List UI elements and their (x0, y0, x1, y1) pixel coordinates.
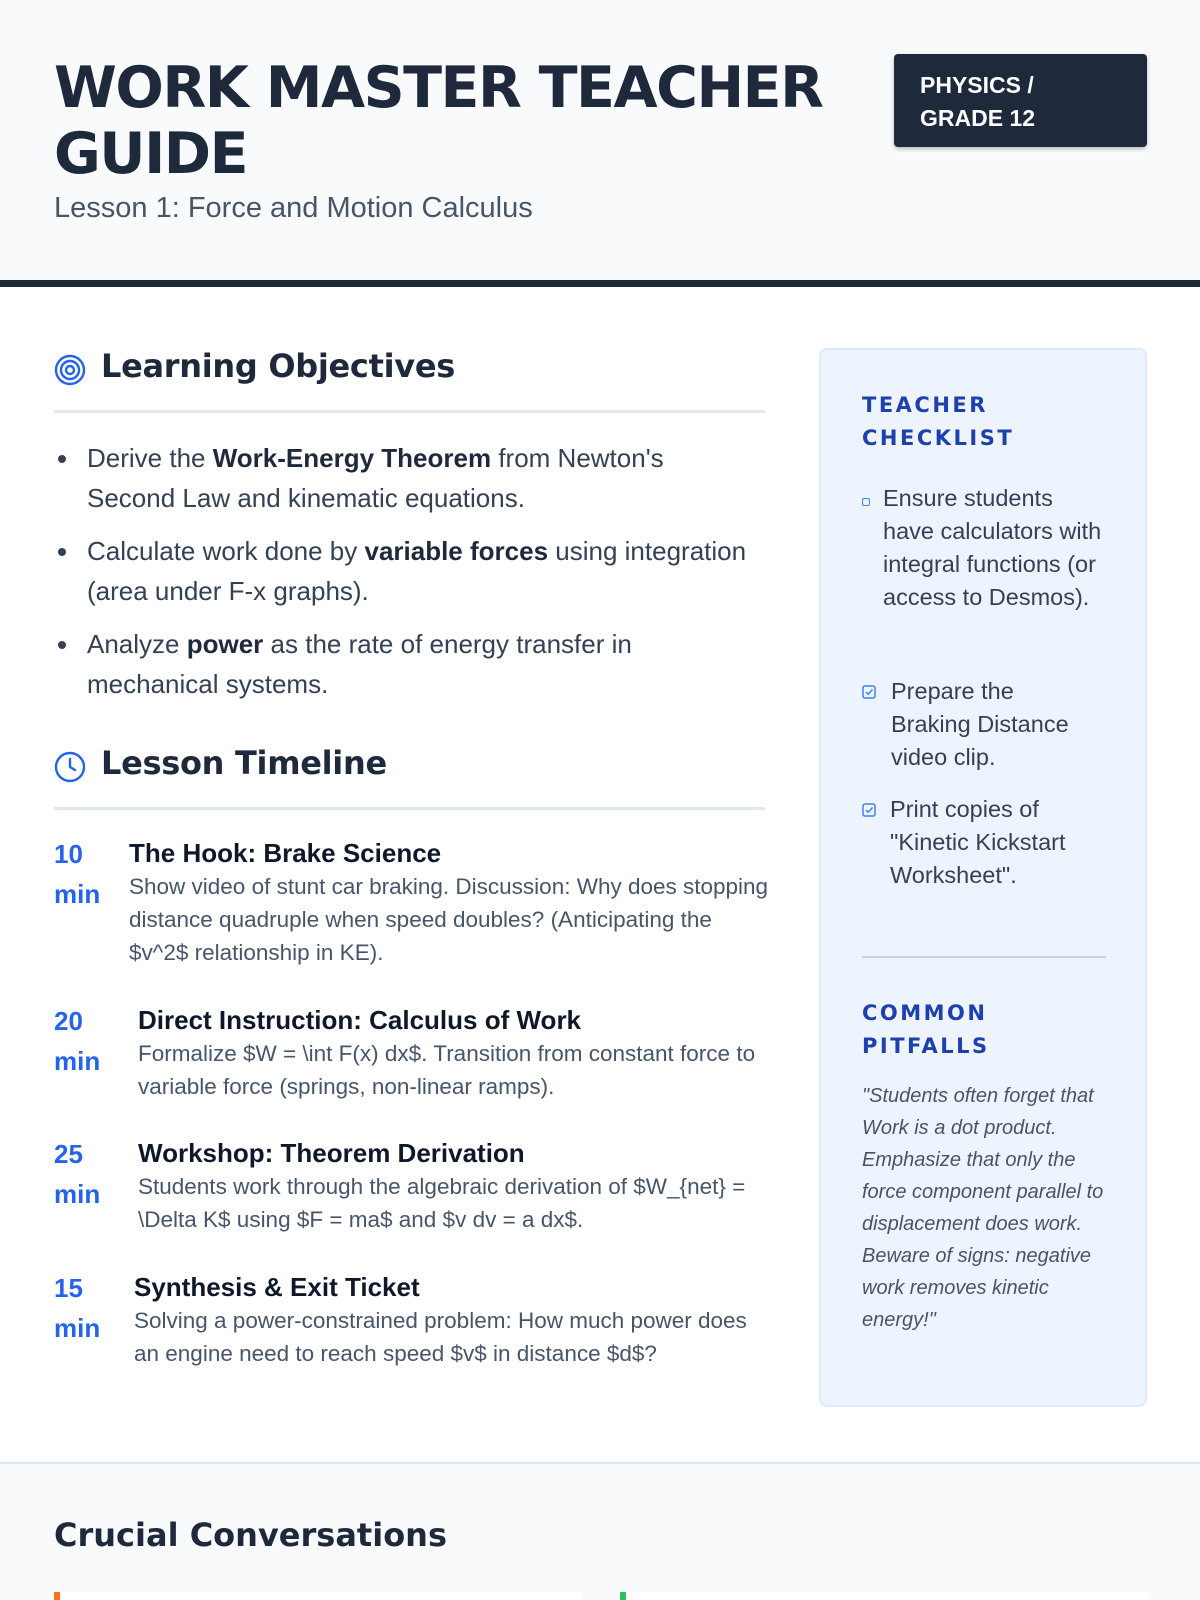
checklist-heading: TEACHER CHECKLIST (862, 393, 1015, 450)
checklist-item (862, 482, 1110, 614)
timeline-duration: 10 min (54, 839, 101, 909)
timeline-item-title: Synthesis & Exit Ticket (134, 1272, 420, 1302)
checkbox-icon[interactable] (862, 685, 876, 699)
conversations-section (0, 1462, 1200, 1600)
checkbox-icon[interactable] (862, 803, 876, 817)
timeline-item-title: Workshop: Theorem Derivation (138, 1138, 525, 1168)
timeline-item (134, 1270, 774, 1370)
page-subtitle: Lesson 1: Force and Motion Calculus (54, 192, 533, 224)
timeline-item-desc: Formalize $W = \int F(x) dx$. Transition from constant force to variable force (springs, non-linear ramps). (138, 1041, 756, 1099)
checkbox-icon[interactable] (862, 498, 870, 506)
objective-item: Calculate work done by variable forces using integration (area under F-x graphs). (87, 531, 757, 611)
timeline-header (54, 744, 765, 810)
checklist-item-text: Ensure students have calculators with integral functions (or access to Desmos). (883, 485, 1102, 610)
timeline-heading: Lesson Timeline (101, 744, 387, 782)
timeline-duration: 15 min (54, 1273, 101, 1343)
checklist-item-text: Prepare the Braking Distance video clip. (891, 678, 1069, 770)
timeline-item (138, 1136, 770, 1236)
sidebar-divider (862, 956, 1106, 958)
objectives-heading: Learning Objectives (101, 347, 455, 385)
timeline-duration: 20 min (54, 1006, 101, 1076)
timeline-item-desc: Solving a power-constrained problem: How much power does an engine need to reach speed $v$ in distance $d$? (134, 1308, 747, 1366)
clock-icon (54, 751, 86, 783)
timeline-item-title: The Hook: Brake Science (129, 838, 442, 868)
timeline-item-desc: Show video of stunt car braking. Discussion: Why does stopping distance quadruple when speed doubles? (Anticipating the $v^2$ relationship in KE). (129, 874, 769, 965)
target-icon (54, 354, 86, 386)
pitfalls-heading: COMMON PITFALLS (862, 1001, 990, 1058)
timeline-item (138, 1003, 778, 1103)
subject-badge: PHYSICS / GRADE 12 (894, 54, 1147, 147)
checklist-item-text: Print copies of "Kinetic Kickstart Worksheet". (890, 796, 1066, 888)
objectives-header (54, 347, 765, 413)
conversation-card (620, 1592, 1148, 1600)
page-title: WORK MASTER TEACHER GUIDE (54, 55, 823, 187)
conversations-heading: Crucial Conversations (54, 1516, 447, 1554)
pitfalls-quote: "Students often forget that Work is a dot product. Emphasize that only the force component parallel to displacement does work. Beware of signs: negative work removes kinetic energy!" (862, 1085, 1104, 1331)
timeline-duration: 25 min (54, 1139, 101, 1209)
objective-item: Analyze power as the rate of energy transfer in mechanical systems. (87, 624, 757, 704)
page-header (0, 0, 1200, 287)
teacher-sidebar (819, 348, 1147, 1407)
conversation-card (54, 1592, 582, 1600)
timeline-item (129, 836, 769, 969)
timeline-item-title: Direct Instruction: Calculus of Work (138, 1005, 582, 1035)
timeline-item-desc: Students work through the algebraic derivation of $W_{net} = \Delta K$ using $F = ma$ and $v dv = a dx$. (138, 1174, 746, 1232)
objective-item: Derive the Work-Energy Theorem from Newton's Second Law and kinematic equations. (87, 438, 757, 518)
checklist-item (862, 675, 1090, 774)
checklist-item (862, 793, 1102, 892)
